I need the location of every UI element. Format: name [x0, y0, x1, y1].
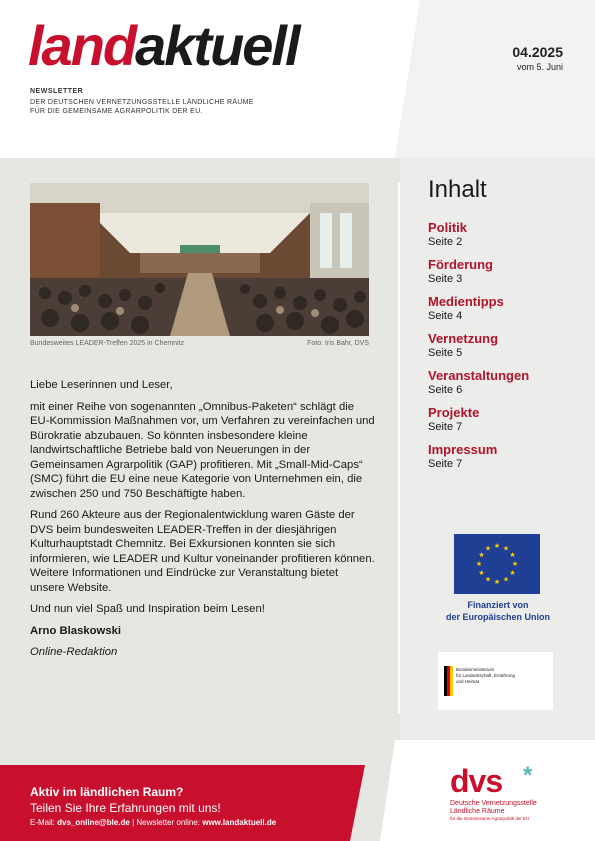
dvs-logo: dvs: [450, 763, 503, 799]
bmel-line2: für Landwirtschaft, Ernährung: [456, 673, 516, 678]
newsletter-subtitle: [30, 98, 330, 116]
svg-text:★: ★: [478, 551, 485, 559]
dvs-name-line1: Deutsche Vernetzungsstelle: [450, 800, 537, 807]
toc-item-medientipps[interactable]: [428, 294, 529, 331]
dvs-name: [450, 800, 537, 816]
newsletter-online-label: Newsletter online:: [136, 818, 200, 827]
footer-title: Aktiv im ländlichen Raum?: [30, 785, 184, 799]
bmel-line1: Bundesministerium: [456, 667, 495, 672]
toc-item-veranstaltungen[interactable]: [428, 368, 529, 405]
svg-text:★: ★: [502, 544, 510, 553]
email-link[interactable]: dvs_online@ble.de: [57, 818, 130, 827]
toc-item-page: Seite 3: [428, 273, 463, 285]
toc-item-label: Vernetzung: [428, 331, 499, 346]
table-of-contents: [428, 220, 529, 479]
dvs-tagline: für die Gemeinsame Agrarpolitik der EU: [450, 816, 530, 821]
toc-item-label: Politik: [428, 220, 468, 235]
conference-photo-illustration: [30, 183, 369, 336]
toc-item-page: Seite 6: [428, 384, 463, 396]
eu-funding-line2: der Europäischen Union: [445, 612, 550, 622]
eu-funding-text: [428, 599, 568, 623]
toc-title: Inhalt: [428, 176, 487, 203]
svg-text:★: ★: [509, 551, 516, 559]
footer-separator: |: [132, 818, 135, 827]
toc-item-label: Impressum: [428, 442, 498, 457]
footer-contact: [30, 818, 276, 827]
newsletter-subtitle-line1: DER DEUTSCHEN VERNETZUNGSSTELLE LÄNDLICHE RÄUME: [30, 99, 254, 106]
svg-text:★: ★: [502, 575, 510, 584]
toc-item-page: Seite 4: [428, 310, 463, 322]
federal-eagle-icon: [444, 666, 454, 696]
svg-text:★: ★: [484, 575, 492, 584]
header: [0, 0, 595, 158]
toc-item-page: Seite 5: [428, 347, 463, 359]
toc-item-foerderung[interactable]: [428, 257, 529, 294]
photo-caption-row: [30, 340, 369, 347]
logo-land: land: [28, 14, 136, 77]
toc-item-label: Projekte: [428, 405, 480, 420]
svg-text:★: ★: [493, 578, 501, 586]
toc-item-projekte[interactable]: [428, 405, 529, 442]
toc-item-vernetzung[interactable]: [428, 331, 529, 368]
toc-item-label: Veranstaltungen: [428, 368, 530, 383]
toc-item-label: Förderung: [428, 257, 493, 272]
newsletter-label: NEWSLETTER: [30, 88, 84, 95]
toc-item-page: Seite 2: [428, 236, 463, 248]
newsletter-subtitle-line2: FÜR DIE GEMEINSAME AGRARPOLITIK DER EU.: [30, 108, 203, 115]
bmel-line3: und Heimat: [456, 679, 480, 684]
photo-caption: Bundesweites LEADER-Treffen 2025 in Chemnitz: [30, 340, 185, 347]
issue-date: vom 5. Juni: [516, 62, 563, 72]
conference-photo: [30, 183, 369, 336]
svg-text:★: ★: [493, 542, 501, 550]
svg-text:★: ★: [511, 560, 519, 568]
toc-item-page: Seite 7: [428, 421, 463, 433]
greeting: Liebe Leserinnen und Leser,: [30, 379, 173, 391]
eu-stars: [454, 534, 540, 594]
editorial-text: [30, 378, 375, 667]
website-link[interactable]: www.landaktuell.de: [202, 818, 277, 827]
issue-number: 04.2025: [512, 44, 563, 60]
column-divider: [398, 183, 400, 713]
author-name: Arno Blaskowski: [30, 624, 122, 637]
dvs-name-line2: Ländliche Räume: [450, 808, 505, 815]
svg-text:★: ★: [509, 569, 516, 577]
editorial-paragraph-1: mit einer Reihe von sogenannten „Omnibus-Paketen“ schlägt die EU-Kommission Maßnahmen vor, um Verfahren zu vereinfachen und Bürokratie abzubauen. So könnten insbesondere kleine landwirtschaftliche Betriebe bald von Neuerungen in der Gemeinsamen Agrarpolitik (GAP) profitieren. Mit „Small-Mid-Caps“ (SMC) führt die EU eine neue Kategorie von Unternehmen ein, die zwischen 250 und 750 Beschäftigte haben.: [30, 400, 375, 500]
photo-credit: Foto: Iris Bahr, DVS: [307, 340, 369, 347]
author-role: Online-Redaktion: [30, 646, 118, 658]
editorial-paragraph-2: Rund 260 Akteure aus der Regionalentwicklung waren Gäste der DVS beim bundesweiten LEADER-Treffen in der diesjährigen Kulturhauptstadt Chemnitz. Bei Exkursionen konnten sie sich informieren, wie LEADER und Kultur voneinander profitieren können. Weitere Informationen und Eindrücke zur Veranstaltung bietet unsere Website.: [30, 509, 375, 594]
toc-item-impressum[interactable]: [428, 442, 529, 479]
toc-item-politik[interactable]: [428, 220, 529, 257]
bmel-text: [456, 667, 548, 685]
closing-line: Und nun viel Spaß und Inspiration beim Lesen!: [30, 603, 265, 615]
svg-text:★: ★: [478, 569, 485, 577]
eu-flag-icon: [454, 534, 540, 594]
logo-aktuell: aktuell: [135, 14, 299, 77]
svg-text:★: ★: [484, 544, 492, 553]
toc-item-label: Medientipps: [428, 294, 504, 309]
footer-subtitle: Teilen Sie Ihre Erfahrungen mit uns!: [30, 801, 221, 815]
dvs-asterisk-icon: *: [523, 762, 533, 789]
eu-funding-line1: Finanziert von: [467, 600, 529, 610]
bmel-logo: [438, 652, 553, 710]
toc-item-page: Seite 7: [428, 458, 463, 470]
email-label: E-Mail:: [30, 818, 55, 827]
landaktuell-logo: [28, 16, 299, 76]
svg-text:★: ★: [475, 560, 483, 568]
